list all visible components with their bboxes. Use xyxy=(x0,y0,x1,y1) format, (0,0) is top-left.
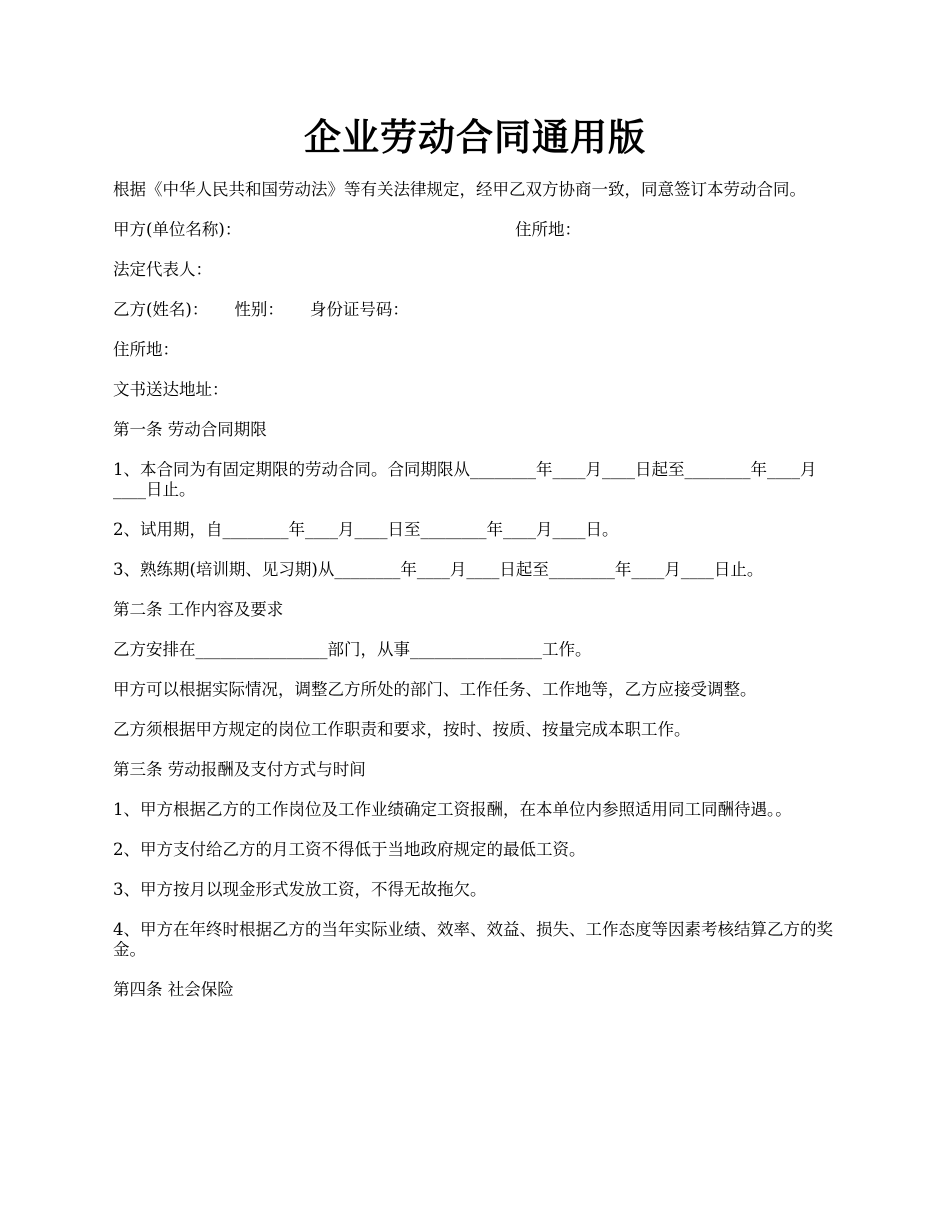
article-2-heading: 第二条 工作内容及要求 xyxy=(113,600,284,619)
party-b-id-label: 身份证号码： xyxy=(309,300,409,319)
article-1-item: 2、试用期，自________年____月____日至________年____月____日。 xyxy=(113,520,619,539)
party-b-name-label: 乙方(姓名)： xyxy=(113,300,209,319)
party-b-address-label: 住所地： xyxy=(113,340,179,359)
article-2-item: 乙方须根据甲方规定的岗位工作职责和要求，按时、按质、按量完成本职工作。 xyxy=(113,720,691,739)
article-4-heading: 第四条 社会保险 xyxy=(113,980,234,999)
document-title: 企业劳动合同通用版 xyxy=(304,115,646,159)
article-3-heading: 第三条 劳动报酬及支付方式与时间 xyxy=(113,760,366,779)
delivery-address-label: 文书送达地址： xyxy=(113,380,229,399)
party-a-address-label: 住所地： xyxy=(515,220,581,239)
intro-paragraph: 根据《中华人民共和国劳动法》等有关法律规定，经甲乙双方协商一致，同意签订本劳动合同。 xyxy=(113,180,806,199)
article-1-item: 1、本合同为有固定期限的劳动合同。合同期限从________年____月____日起至________年____月____日止。 xyxy=(113,460,817,499)
article-3-item: 1、甲方根据乙方的工作岗位及工作业绩确定工资报酬，在本单位内参照适用同工同酬待遇。。 xyxy=(113,800,792,819)
article-2-item: 乙方安排在________________部门，从事________________工作。 xyxy=(113,640,592,659)
party-b-row xyxy=(113,300,843,320)
legal-rep-label: 法定代表人： xyxy=(113,260,212,279)
article-1-item: 3、熟练期(培训期、见习期)从________年____月____日起至________年____月____日止。 xyxy=(113,560,764,579)
article-3-item: 4、甲方在年终时根据乙方的当年实际业绩、效率、效益、损失、工作态度等因素考核结算乙方的奖金。 xyxy=(113,920,833,959)
article-3-item: 2、甲方支付给乙方的月工资不得低于当地政府规定的最低工资。 xyxy=(113,840,586,859)
article-1-heading: 第一条 劳动合同期限 xyxy=(113,420,267,439)
article-3-item: 3、甲方按月以现金形式发放工资，不得无故拖欠。 xyxy=(113,880,487,899)
party-a-row xyxy=(113,220,843,240)
document-body xyxy=(113,180,843,1020)
party-a-name-label: 甲方(单位名称)： xyxy=(113,220,242,239)
article-2-item: 甲方可以根据实际情况，调整乙方所处的部门、工作任务、工作地等，乙方应接受调整。 xyxy=(113,680,757,699)
party-b-gender-label: 性别： xyxy=(234,300,284,319)
